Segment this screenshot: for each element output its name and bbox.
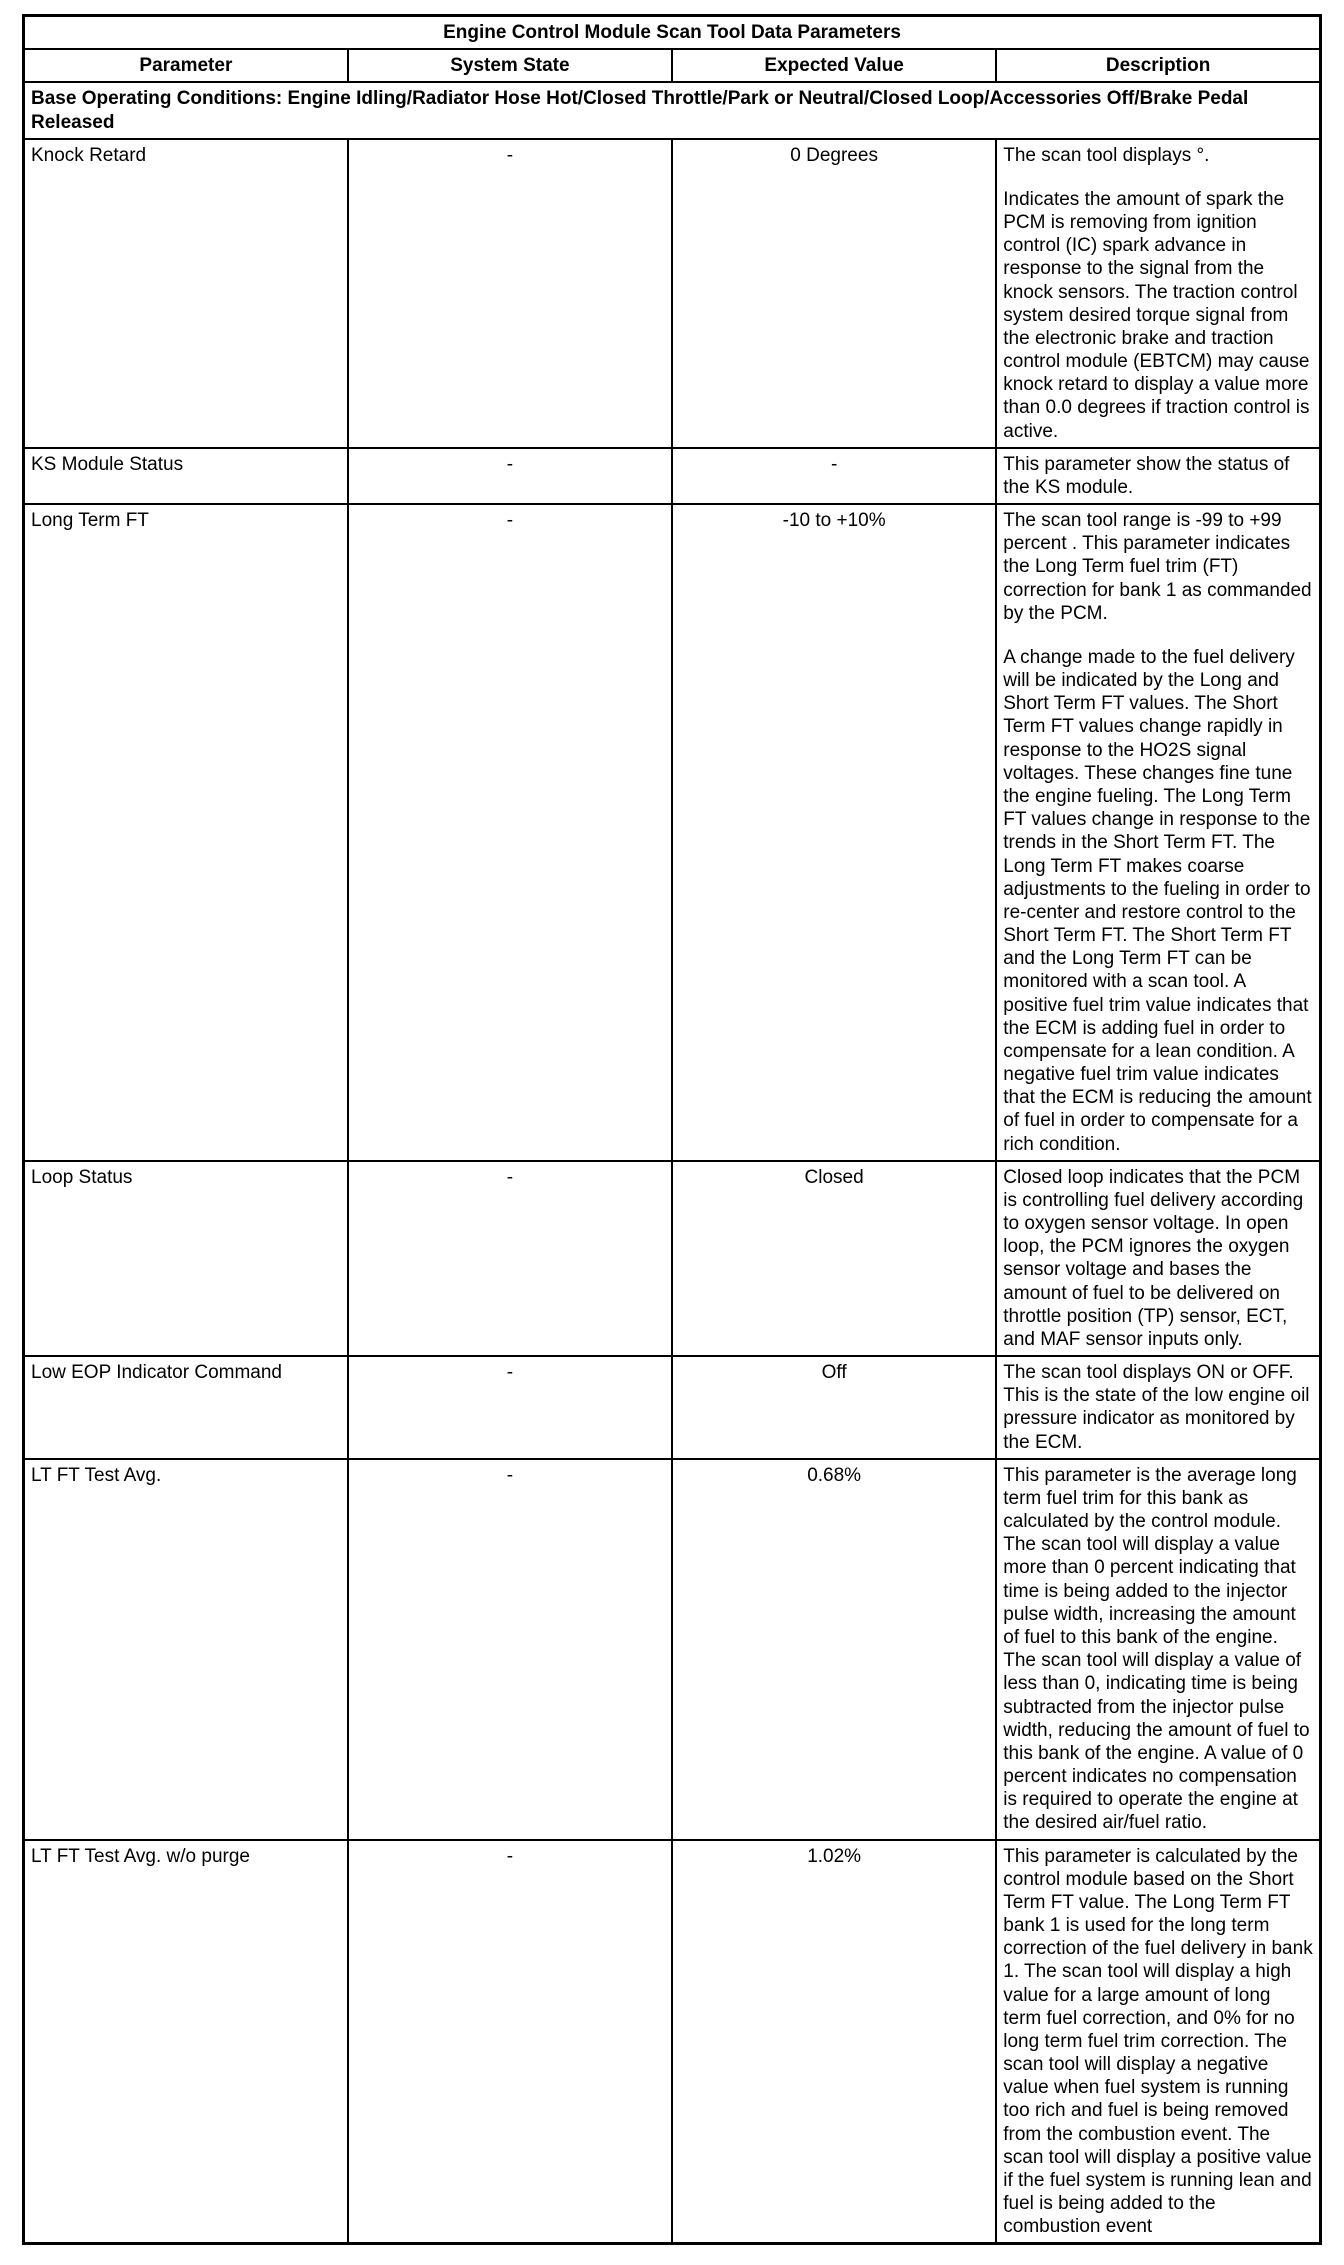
row-parameter: KS Module Status [24,448,348,504]
row-expected-value: -10 to +10% [672,504,996,1161]
table-row [24,139,1321,448]
row-parameter: Long Term FT [24,504,348,1161]
row-description-paragraph: The scan tool range is -99 to +99 percent . This parameter indicates the Long Term fuel trim (FT) correction for bank 1 as commanded by the PCM. [1003,510,1312,624]
section-header-row [24,82,1321,138]
row-system-state: - [348,504,672,1161]
row-expected-value: - [672,448,996,504]
row-description-paragraph: Indicates the amount of spark the PCM is removing from ignition control (IC) spark advance in response to the signal from the knock sensors. The traction control system desired torque signal from the electronic brake and traction control module (EBTCM) may cause knock retard to display a value more than 0.0 degrees if traction control is active. [1003,188,1310,442]
table-title-row [24,16,1321,50]
row-description [996,1356,1320,1459]
scan-tool-parameters-table [22,14,1322,2245]
row-parameter: LT FT Test Avg. w/o purge [24,1840,348,2244]
column-header-description: Description [996,49,1320,82]
table-row [24,448,1321,504]
row-system-state: - [348,448,672,504]
row-description-paragraph: The scan tool displays ON or OFF. This is the state of the low engine oil pressure indicator as monitored by the ECM. [1003,1362,1310,1453]
row-description-paragraph: The scan tool displays °. [1003,144,1210,166]
column-header-system-state: System State [348,49,672,82]
row-description [996,1459,1320,1840]
row-description [996,448,1320,504]
row-description-paragraph: This parameter is the average long term fuel trim for this bank as calculated by the control module. The scan tool will display a value more than 0 percent indicating that time is being added to the injector pulse width, increasing the amount of fuel to this bank of the engine. The scan tool will display a value of less than 0, indicating time is being subtracted from the injector pulse width, reducing the amount of fuel to this bank of the engine. A value of 0 percent indicates no compensation is required to operate the engine at the desired air/fuel ratio. [1003,1464,1310,1834]
row-system-state: - [348,1840,672,2244]
table-row [24,1356,1321,1459]
row-expected-value: Off [672,1356,996,1459]
row-description [996,1161,1320,1356]
row-description-paragraph: This parameter show the status of the KS module. [1003,453,1290,498]
row-parameter: Loop Status [24,1161,348,1356]
column-header-parameter: Parameter [24,49,348,82]
row-description [996,139,1320,448]
row-parameter: LT FT Test Avg. [24,1459,348,1840]
table-row [24,1840,1321,2244]
row-expected-value: 0 Degrees [672,139,996,448]
row-description-paragraph: This parameter is calculated by the control module based on the Short Term FT value. The Long Term FT bank 1 is used for the long term correction of the fuel delivery in bank 1. The scan tool will display a high value for a large amount of long term fuel correction, and 0% for no long term fuel trim correction. The scan tool will display a negative value when fuel system is running too rich and fuel is being removed from the combustion event. The scan tool will display a positive value if the fuel system is running lean and fuel is being added to the combustion event [1003,1845,1313,2238]
column-header-expected-value: Expected Value [672,49,996,82]
table-row [24,1161,1321,1356]
table-row [24,1459,1321,1840]
row-system-state: - [348,1459,672,1840]
row-description [996,504,1320,1161]
row-parameter: Low EOP Indicator Command [24,1356,348,1459]
row-system-state: - [348,139,672,448]
table-title: Engine Control Module Scan Tool Data Parameters [24,16,1321,50]
row-system-state: - [348,1161,672,1356]
row-parameter: Knock Retard [24,139,348,448]
row-expected-value: 1.02% [672,1840,996,2244]
table-row [24,504,1321,1161]
row-description [996,1840,1320,2244]
table-header-row [24,49,1321,82]
row-expected-value: 0.68% [672,1459,996,1840]
row-description-paragraph: Closed loop indicates that the PCM is controlling fuel delivery according to oxygen sensor voltage. In open loop, the PCM ignores the oxygen sensor voltage and bases the amount of fuel to be delivered on throttle position (TP) sensor, ECT, and MAF sensor inputs only. [1003,1166,1304,1350]
row-description-paragraph: A change made to the fuel delivery will be indicated by the Long and Short Term FT values. The Short Term FT values change rapidly in response to the HO2S signal voltages. These changes fine tune the engine fueling. The Long Term FT values change in response to the trends in the Short Term FT. The Long Term FT makes coarse adjustments to the fueling in order to re-center and restore control to the Short Term FT. The Short Term FT and the Long Term FT can be monitored with a scan tool. A positive fuel trim value indicates that the ECM is adding fuel in order to compensate for a lean condition. A negative fuel trim value indicates that the ECM is reducing the amount of fuel in order to compensate for a rich condition. [1003,646,1312,1155]
row-system-state: - [348,1356,672,1459]
base-operating-conditions: Base Operating Conditions: Engine Idling/Radiator Hose Hot/Closed Throttle/Park or Neutral/Closed Loop/Accessories Off/Brake Pedal Released [24,82,1321,138]
row-expected-value: Closed [672,1161,996,1356]
